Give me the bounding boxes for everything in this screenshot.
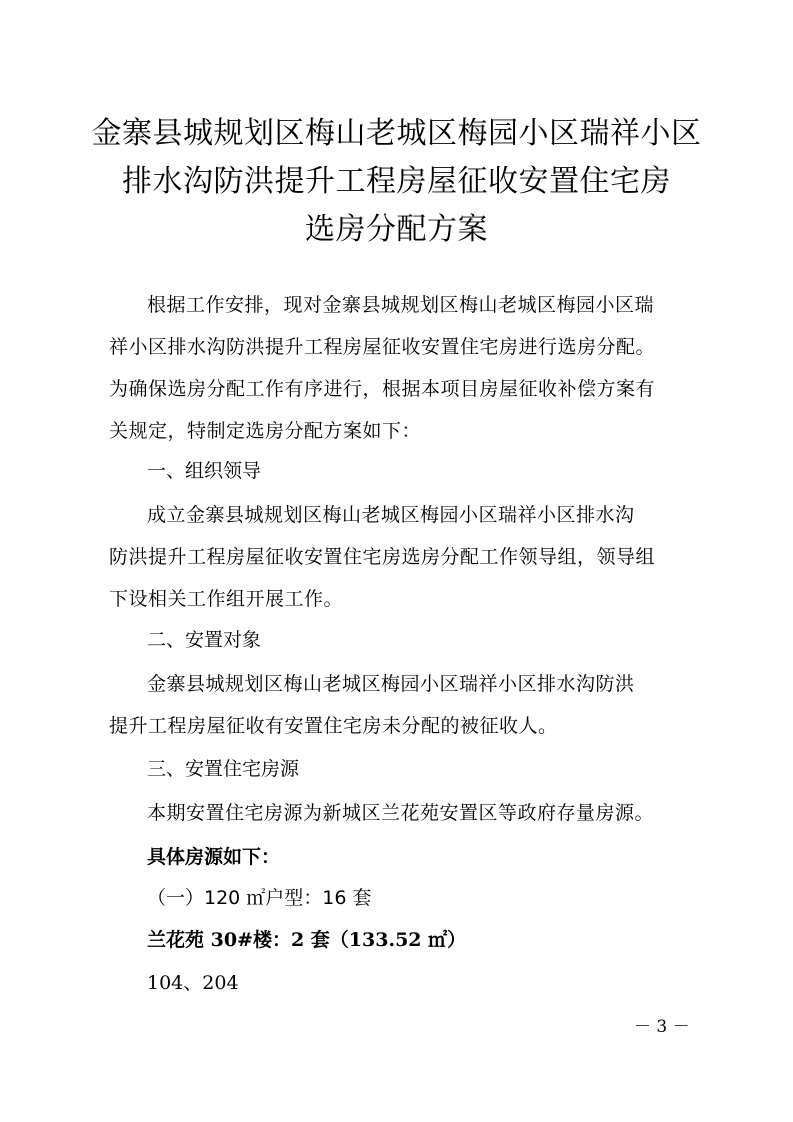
section-heading-resettlement-target: 二、安置对象 — [147, 629, 262, 651]
document-title-line-2: 排水沟防洪提升工程房屋征收安置住宅房 — [122, 164, 671, 199]
document-title-line-3: 选房分配方案 — [305, 212, 488, 247]
resettlement-target-line: 金寨县城规划区梅山老城区梅园小区瑞祥小区排水沟防洪 — [147, 673, 635, 695]
section-heading-housing-source: 三、安置住宅房源 — [147, 758, 300, 780]
building-item: 兰花苑 30#楼：2 套（133.52 ㎡） — [147, 929, 467, 951]
intro-line: 根据工作安排，现对金寨县城规划区梅山老城区梅园小区瑞 — [147, 294, 655, 316]
housing-source-paragraph — [109, 792, 709, 834]
resettlement-target-paragraph — [109, 663, 709, 747]
intro-line: 关规定，特制定选房分配方案如下： — [109, 420, 422, 442]
organization-line: 成立金寨县城规划区梅山老城区梅园小区瑞祥小区排水沟 — [147, 504, 635, 526]
intro-line: 祥小区排水沟防洪提升工程房屋征收安置住宅房进行选房分配。 — [109, 336, 656, 358]
organization-line: 下设相关工作组开展工作。 — [109, 588, 344, 610]
unit-numbers: 104、204 — [147, 972, 239, 994]
page-number: － 3 － — [634, 1017, 690, 1037]
organization-line: 防洪提升工程房屋征收安置住宅房选房分配工作领导组，领导组 — [109, 546, 656, 568]
intro-paragraph — [109, 284, 709, 452]
housing-source-line: 本期安置住宅房源为新城区兰花苑安置区等政府存量房源。 — [147, 802, 655, 824]
unit-type-item: （一）120 ㎡户型：16 套 — [147, 887, 372, 909]
section-heading-organization: 一、组织领导 — [147, 460, 262, 482]
organization-paragraph — [109, 494, 709, 620]
specific-housing-label: 具体房源如下： — [147, 846, 281, 868]
document-title-line-1: 金寨县城规划区梅山老城区梅园小区瑞祥小区 — [91, 116, 702, 151]
resettlement-target-line: 提升工程房屋征收有安置住宅房未分配的被征收人。 — [109, 715, 558, 737]
intro-line: 为确保选房分配工作有序进行，根据本项目房屋征收补偿方案有 — [109, 378, 656, 400]
